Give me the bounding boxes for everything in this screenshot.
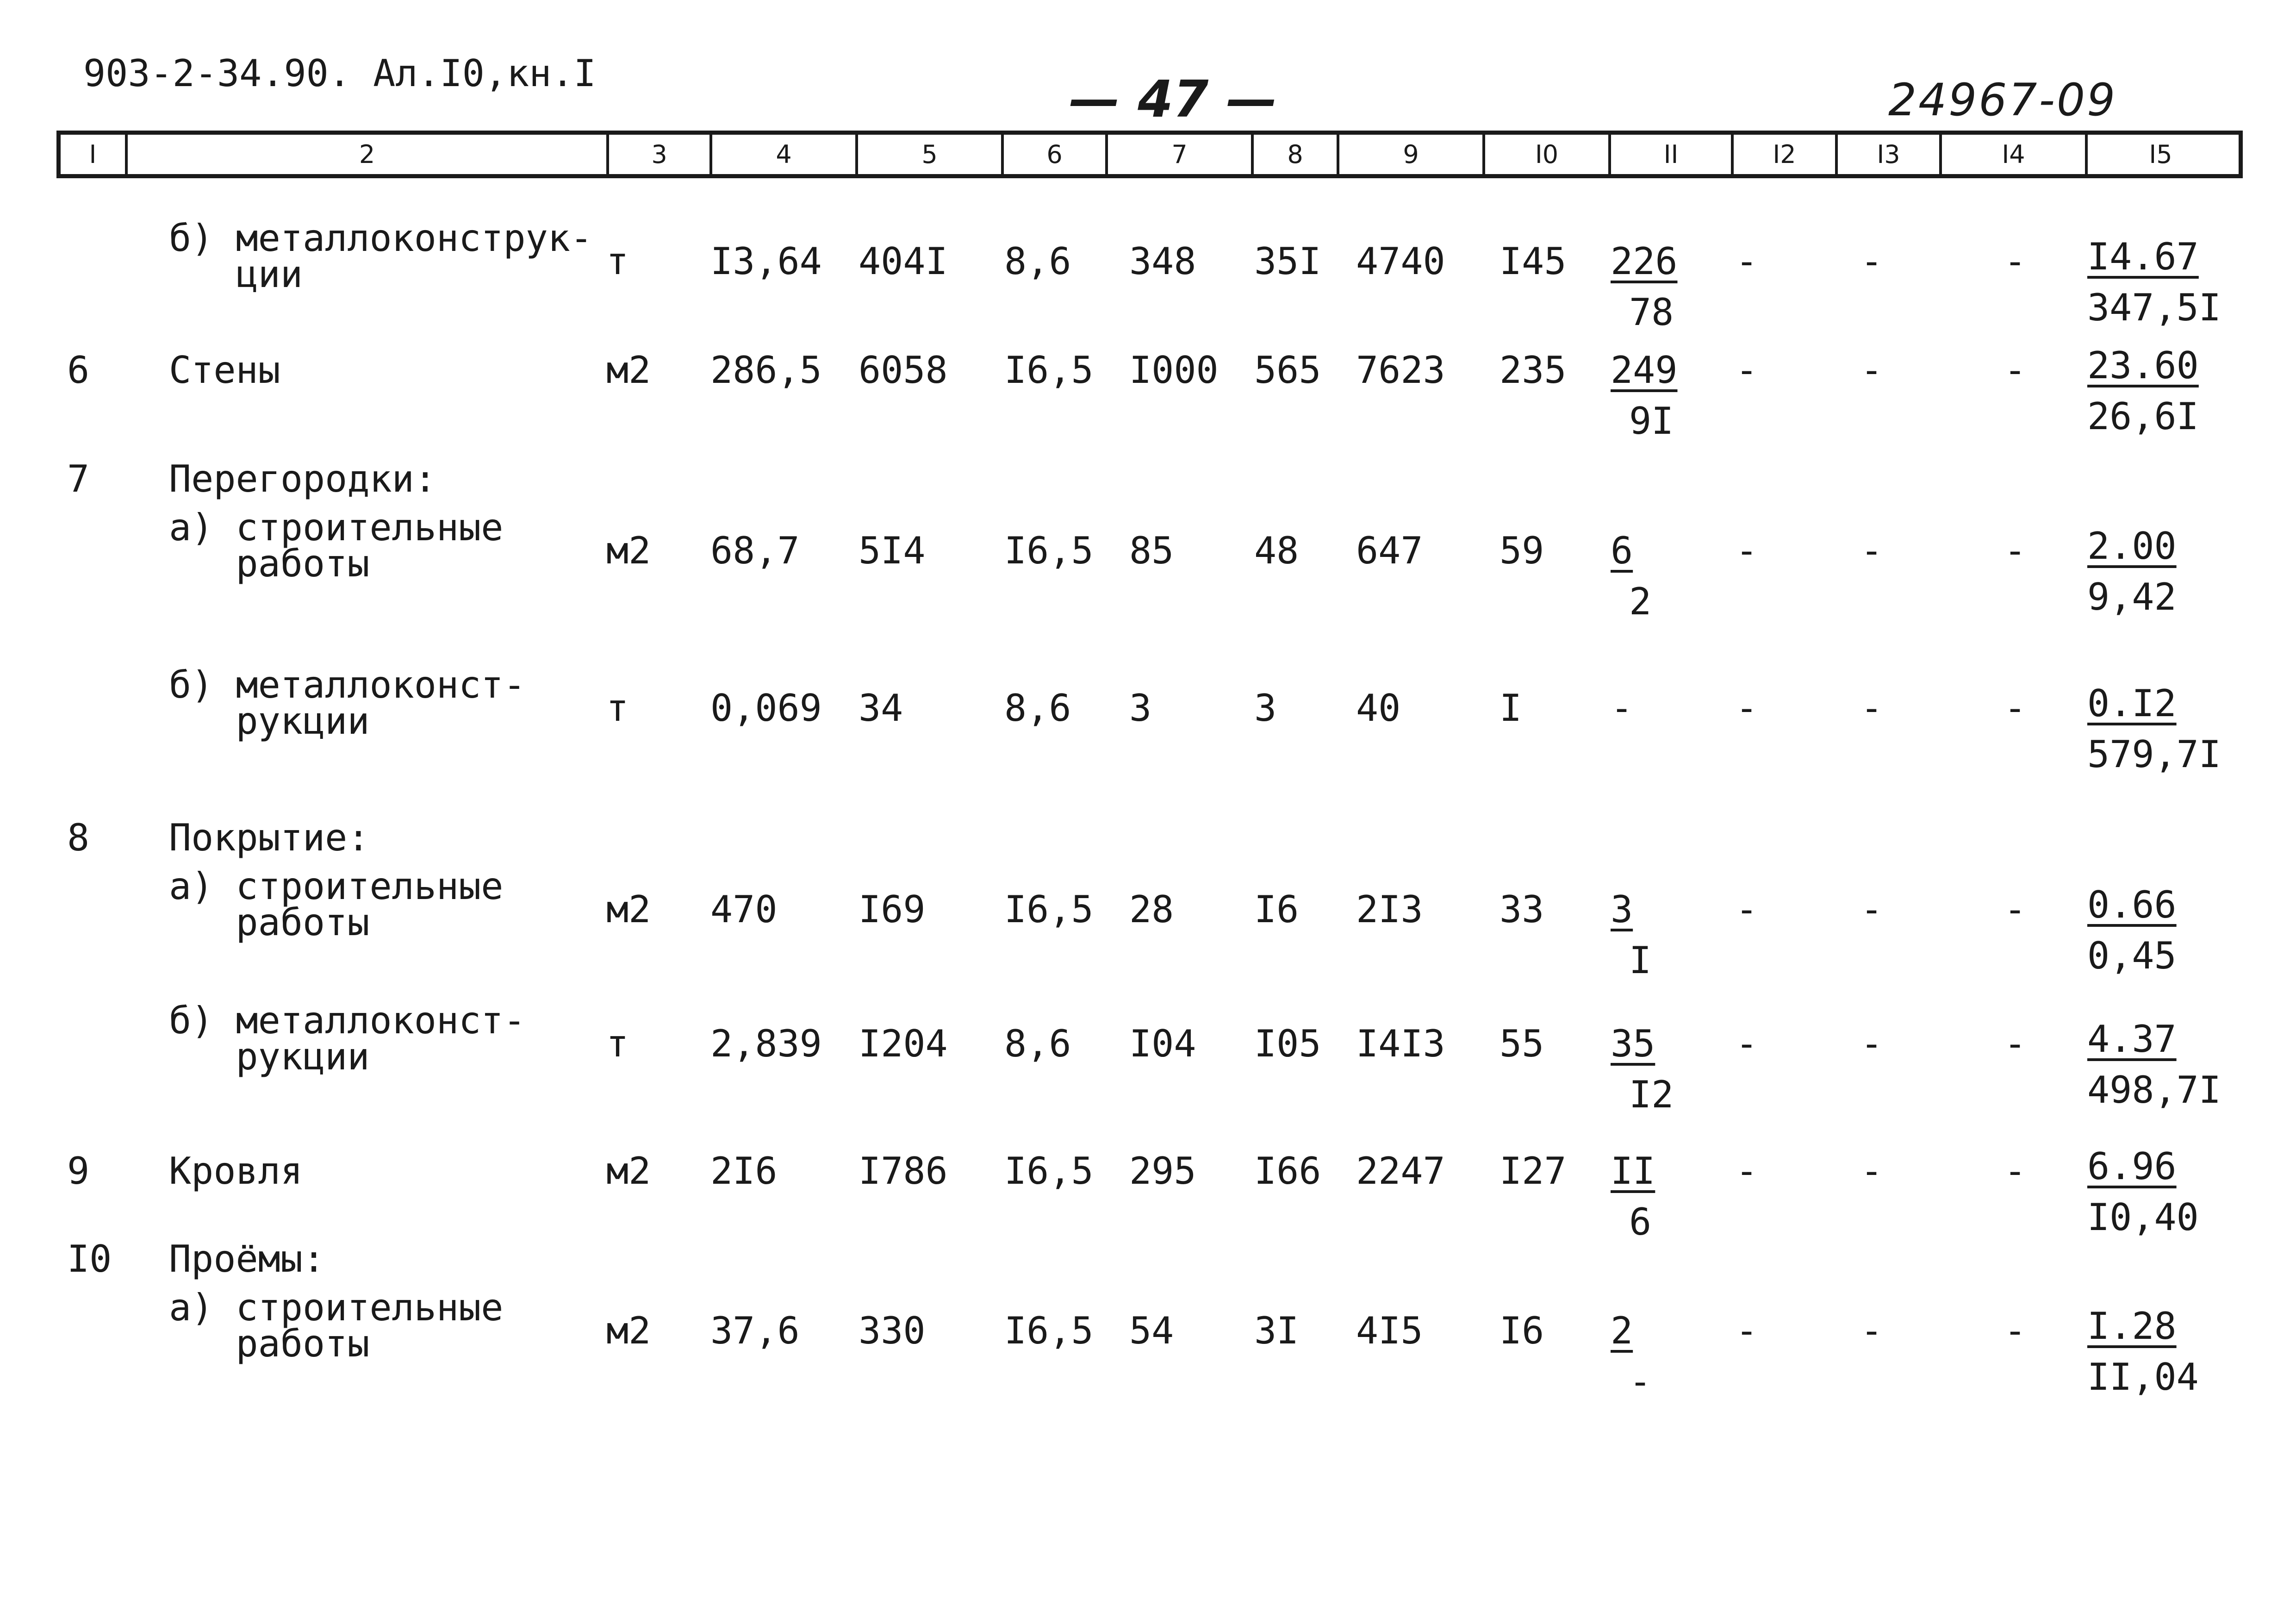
value-cell-c12: - [1736, 1309, 1758, 1352]
fraction-denominator-c15: 579,7I [2087, 733, 2221, 776]
value-cell-c12: - [1736, 1149, 1758, 1193]
fraction-numerator-c11: 2 [1611, 1309, 1633, 1352]
value-cell-c4: 2I6 [710, 1149, 778, 1193]
value-cell-c14: - [2004, 1309, 2027, 1352]
value-cell-c4: 470 [710, 888, 778, 931]
value-cell-c6: I6,5 [1004, 1309, 1094, 1352]
value-cell-c4: 2,839 [710, 1022, 822, 1065]
row-number: I0 [67, 1237, 112, 1280]
row-description: Проёмы: [169, 1237, 325, 1280]
value-cell-c12: - [1736, 687, 1758, 730]
fraction-numerator-c11: - [1611, 687, 1633, 730]
page-number: — 47 — [1069, 69, 1277, 129]
value-cell-c14: - [2004, 1149, 2027, 1193]
value-cell-c10: I [1500, 687, 1522, 730]
fraction-denominator-c15: II,04 [2087, 1355, 2199, 1399]
value-cell-c13: - [1860, 349, 1883, 392]
column-header-15: I5 [2149, 140, 2172, 169]
value-cell-c10: I6 [1500, 1309, 1544, 1352]
value-cell-c10: 235 [1500, 349, 1567, 392]
value-cell-c13: - [1860, 529, 1883, 572]
value-cell-c13: - [1860, 240, 1883, 283]
column-number-header [56, 131, 2243, 178]
fraction-denominator-c11: - [1629, 1360, 1652, 1403]
value-cell-c6: I6,5 [1004, 529, 1094, 572]
fraction-numerator-c15: 0.66 [2087, 883, 2177, 926]
value-cell-c6: I6,5 [1004, 349, 1094, 392]
value-cell-c9: 4740 [1356, 240, 1445, 283]
value-cell-c14: - [2004, 240, 2027, 283]
value-cell-c8: 35I [1254, 240, 1321, 283]
value-cell-c6: I6,5 [1004, 888, 1094, 931]
value-cell-c12: - [1736, 888, 1758, 931]
row-description: рукции [169, 1035, 370, 1078]
column-header-11: II [1611, 135, 1734, 174]
column-header-1: I [61, 135, 128, 174]
fraction-denominator-c11: 78 [1629, 291, 1674, 334]
value-cell-c14: - [2004, 349, 2027, 392]
value-cell-c7: 295 [1129, 1149, 1196, 1193]
value-cell-c8: 3I [1254, 1309, 1299, 1352]
value-cell-c6: I6,5 [1004, 1149, 1094, 1193]
row-description: Кровля [169, 1149, 303, 1193]
value-cell-c14: - [2004, 888, 2027, 931]
unit-cell: м2 [606, 888, 651, 931]
fraction-numerator-c15: 0.I2 [2087, 682, 2177, 725]
value-cell-c5: 5I4 [859, 529, 926, 572]
row-description: работы [169, 1322, 370, 1365]
column-header-12: I2 [1734, 135, 1838, 174]
value-cell-c5: I69 [859, 888, 926, 931]
fraction-denominator-c15: 9,42 [2087, 575, 2177, 618]
column-header-9: 9 [1339, 135, 1485, 174]
value-cell-c9: 2I3 [1356, 888, 1423, 931]
value-cell-c5: 6058 [859, 349, 948, 392]
fraction-numerator-c15: 4.37 [2087, 1018, 2177, 1061]
value-cell-c7: 3 [1129, 687, 1152, 730]
value-cell-c14: - [2004, 529, 2027, 572]
unit-cell: м2 [606, 349, 651, 392]
fraction-numerator-c11: II [1611, 1149, 1655, 1193]
value-cell-c13: - [1860, 687, 1883, 730]
fraction-numerator-c11: 35 [1611, 1022, 1655, 1065]
value-cell-c7: I04 [1129, 1022, 1196, 1065]
document-code: 903-2-34.90. Ал.I0,кн.I [83, 52, 596, 95]
value-cell-c5: 404I [859, 240, 948, 283]
row-description: а) строительные [169, 506, 504, 549]
fraction-numerator-c15: 23.60 [2087, 344, 2199, 387]
column-header-7: 7 [1108, 135, 1254, 174]
value-cell-c12: - [1736, 349, 1758, 392]
value-cell-c4: 286,5 [710, 349, 822, 392]
value-cell-c13: - [1860, 1022, 1883, 1065]
fraction-numerator-c15: 2.00 [2087, 525, 2177, 568]
row-description: Перегородки: [169, 457, 436, 500]
value-cell-c13: - [1860, 1149, 1883, 1193]
value-cell-c10: I27 [1500, 1149, 1567, 1193]
fraction-denominator-c11: I [1629, 939, 1652, 982]
value-cell-c8: I05 [1254, 1022, 1321, 1065]
row-description: Стены [169, 349, 280, 392]
fraction-denominator-c15: 498,7I [2087, 1068, 2221, 1112]
row-description: б) металлоконструк- [169, 217, 593, 260]
value-cell-c8: 565 [1254, 349, 1321, 392]
value-cell-c9: 647 [1356, 529, 1423, 572]
fraction-numerator-c15: I4.67 [2087, 235, 2199, 278]
fraction-denominator-c11: I2 [1629, 1073, 1674, 1116]
fraction-denominator-c15: 26,6I [2087, 395, 2199, 438]
value-cell-c10: I45 [1500, 240, 1567, 283]
value-cell-c10: 33 [1500, 888, 1544, 931]
value-cell-c7: I000 [1129, 349, 1219, 392]
column-header-13: I3 [1838, 135, 1942, 174]
value-cell-c9: 2247 [1356, 1149, 1445, 1193]
column-header-3: 3 [609, 135, 712, 174]
row-description: а) строительные [169, 865, 504, 908]
value-cell-c4: 37,6 [710, 1309, 800, 1352]
row-description: б) металлоконст- [169, 663, 526, 706]
unit-cell: т [606, 687, 629, 730]
row-description: работы [169, 901, 370, 944]
row-description: а) строительные [169, 1286, 504, 1329]
value-cell-c5: I786 [859, 1149, 948, 1193]
value-cell-c4: I3,64 [710, 240, 822, 283]
row-description: ции [169, 253, 303, 296]
archive-number: 24967-09 [1888, 74, 2117, 126]
row-description: работы [169, 542, 370, 585]
value-cell-c10: 55 [1500, 1022, 1544, 1065]
column-header-10: I0 [1485, 135, 1611, 174]
value-cell-c8: I66 [1254, 1149, 1321, 1193]
fraction-numerator-c11: 249 [1611, 349, 1678, 392]
fraction-numerator-c11: 3 [1611, 888, 1633, 931]
row-number: 8 [67, 816, 90, 859]
value-cell-c8: I6 [1254, 888, 1299, 931]
row-description: Покрытие: [169, 816, 370, 859]
fraction-denominator-c11: 9I [1629, 400, 1674, 443]
value-cell-c7: 54 [1129, 1309, 1174, 1352]
column-header-8: 8 [1254, 135, 1339, 174]
value-cell-c9: 4I5 [1356, 1309, 1423, 1352]
value-cell-c4: 68,7 [710, 529, 800, 572]
value-cell-c5: I204 [859, 1022, 948, 1065]
value-cell-c7: 28 [1129, 888, 1174, 931]
fraction-numerator-c15: I.28 [2087, 1305, 2177, 1348]
column-header-14: I4 [1942, 135, 2088, 174]
row-number: 6 [67, 349, 90, 392]
value-cell-c12: - [1736, 529, 1758, 572]
value-cell-c13: - [1860, 888, 1883, 931]
value-cell-c10: 59 [1500, 529, 1544, 572]
row-description: б) металлоконст- [169, 999, 526, 1042]
fraction-numerator-c11: 226 [1611, 240, 1678, 283]
fraction-numerator-c11: 6 [1611, 529, 1633, 572]
fraction-denominator-c11: 2 [1629, 580, 1652, 623]
value-cell-c9: 40 [1356, 687, 1401, 730]
value-cell-c9: 7623 [1356, 349, 1445, 392]
value-cell-c13: - [1860, 1309, 1883, 1352]
value-cell-c12: - [1736, 240, 1758, 283]
unit-cell: м2 [606, 1309, 651, 1352]
fraction-denominator-c15: 0,45 [2087, 934, 2177, 977]
unit-cell: м2 [606, 529, 651, 572]
value-cell-c4: 0,069 [710, 687, 822, 730]
value-cell-c12: - [1736, 1022, 1758, 1065]
fraction-denominator-c11: 6 [1629, 1200, 1652, 1243]
value-cell-c5: 34 [859, 687, 903, 730]
value-cell-c8: 48 [1254, 529, 1299, 572]
row-number: 7 [67, 457, 90, 500]
row-number: 9 [67, 1149, 90, 1193]
unit-cell: т [606, 1022, 629, 1065]
value-cell-c6: 8,6 [1004, 687, 1071, 730]
value-cell-c6: 8,6 [1004, 1022, 1071, 1065]
value-cell-c6: 8,6 [1004, 240, 1071, 283]
row-description: рукции [169, 700, 370, 743]
value-cell-c7: 85 [1129, 529, 1174, 572]
unit-cell: т [606, 240, 629, 283]
value-cell-c8: 3 [1254, 687, 1277, 730]
column-header-4: 4 [712, 135, 858, 174]
value-cell-c14: - [2004, 1022, 2027, 1065]
column-header-2: 2 [128, 135, 609, 174]
column-header-6: 6 [1004, 135, 1108, 174]
unit-cell: м2 [606, 1149, 651, 1193]
value-cell-c7: 348 [1129, 240, 1196, 283]
value-cell-c9: I4I3 [1356, 1022, 1445, 1065]
fraction-denominator-c15: I0,40 [2087, 1196, 2199, 1239]
fraction-denominator-c15: 347,5I [2087, 286, 2221, 329]
value-cell-c5: 330 [859, 1309, 926, 1352]
column-header-5: 5 [858, 135, 1004, 174]
value-cell-c14: - [2004, 687, 2027, 730]
fraction-numerator-c15: 6.96 [2087, 1145, 2177, 1188]
